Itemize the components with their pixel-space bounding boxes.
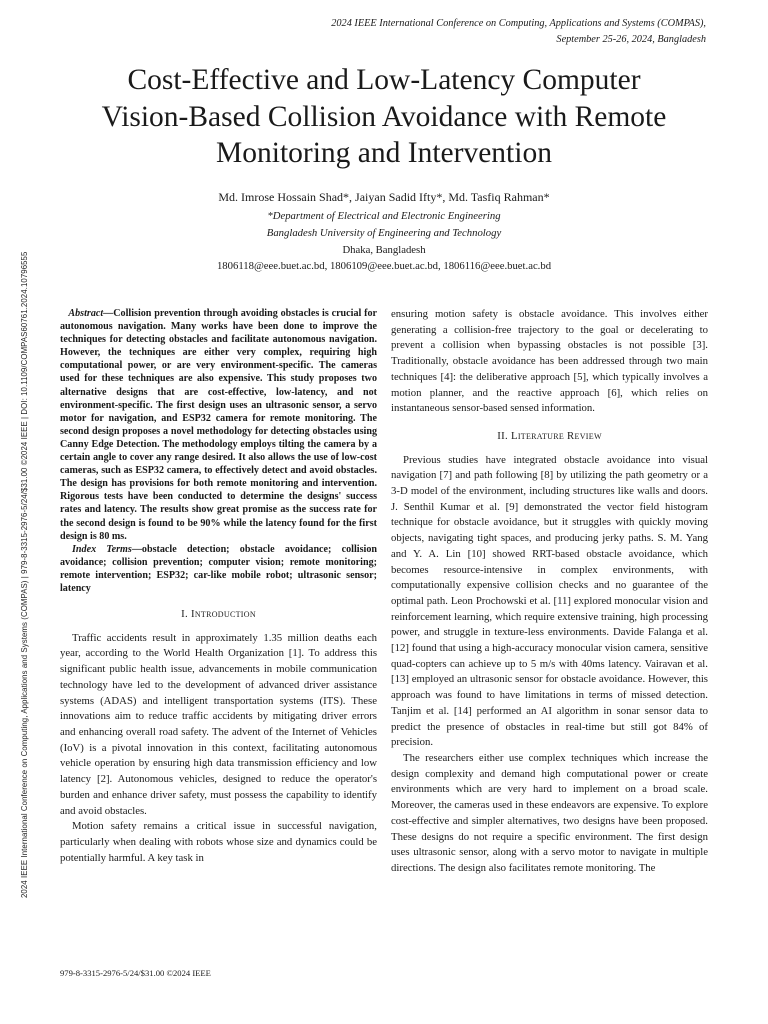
right-column — [391, 307, 708, 877]
conference-header — [186, 16, 706, 47]
title-line-2: Vision-Based Collision Avoidance with Remote — [101, 100, 667, 133]
section-number: I. — [181, 608, 188, 621]
affiliation-emails: 1806118@eee.buet.ac.bd, 1806109@eee.buet.ac.bd, 1806116@eee.buet.ac.bd — [216, 260, 552, 273]
section-title: Introduction — [190, 608, 256, 621]
section-title: Literature Review — [510, 429, 602, 442]
title-line-3: Monitoring and Intervention — [216, 137, 552, 169]
conference-line-1: 2024 IEEE International Conference on Computing, Applications and Systems (COMPAS), — [331, 18, 706, 29]
literature-paragraph-2: The researchers either use complex techniques which increase the design complexity and demand high computational power or create environments which are very hard to implement on a broad scale. Moreover, the cameras used in these endeavors are expensive. To explore cost-effective and simpler alternatives, two designs have been proposed. These designs do not require a specific environment. The first design uses ultrasonic sensor, along with a servo motor to navigate in multiple directions. The design also facilitates remote monitoring. The — [391, 751, 708, 874]
intro-paragraph-2-continued: ensuring motion safety is obstacle avoidance. This involves either generating a collision-free trajectory to the goal or decelerating to prevent a collision when bypassing obstacles is not possible [3]. Traditionally, obstacle avoidance has been addressed through two main techniques [4]: the deliberative approach [5], which typically involves a motion planner, and the reactive approach [6], which relies on instantaneous sensor-based sensed information. — [391, 308, 708, 415]
left-column — [60, 307, 377, 866]
copyright-footer: 979-8-3315-2976-5/24/$31.00 ©2024 IEEE — [60, 968, 211, 978]
abstract — [60, 307, 377, 543]
index-terms — [60, 543, 377, 595]
conference-line-2: September 25-26, 2024, Bangladesh — [556, 33, 706, 45]
literature-paragraph-1: Previous studies have integrated obstacle avoidance into visual navigation [7] and path following [8] by utilizing the path geometry or a 3-D model of the environment, including structures like walls and doors. J. Senthil Kumar et al. [9] demonstrated the vector field histogram technique for obstacle avoidance, but it struggles with quickly moving objects, navigating tight spaces, and producing jerky paths. S. M. Yang and Y. A. Lin [10] showed RRT-based obstacle avoidance, which becomes resource-intensive in complex environments, with computationally expensive collision checks and no guarantee of the optimal path. Leon Prochowski et al. [11] explored monocular vision and reinforcement learning, which require extensive training, high processing power, and struggle in texture-less environments. Davide Falanga et al. [12] found that using a high-accuracy monocular vision camera, sensitive quad-copters can achieve up to 5 m/s with 40ms latency. Vairavan et al. [13] employed an ultrasonic sensor for obstacle avoidance. However, this approach was found to have limitations in terms of missed detection. Tanjim et al. [14] performed an AI algorithm in sonar sensor data to predict the presence of obstacles in real-time but still got 84% of precision. — [391, 453, 708, 749]
index-terms-text: —obstacle detection; obstacle avoidance; collision avoidance; collision prevention; computer vision; remote monitoring; remote intervention; ESP32; car-like mobile robot; ultrasonic sensor; latency — [60, 543, 377, 594]
paper-title — [60, 62, 708, 172]
index-terms-label: Index Terms — [72, 543, 132, 555]
abstract-text: —Collision prevention through avoiding obstacles is crucial for autonomous navigation. Many works have been done to improve the techniques for detecting obstacles and facilitate autonomous navigation. However, the techniques are either very complex, requiring high computational power, or are very environment-specific. The cameras used for these techniques are also expensive. This study proposes two alternative designs that are cost-effective, low-latency, and not environment-specific. The first design uses an ultrasonic sensor, a servo motor for navigation, and ESP32 camera for remote monitoring. The second design proposes a novel methodology for detecting obstacles using Canny Edge Detection. The methodology employs tilting the camera by a certain angle to cover any range desired. It also allows the use of low-cost cameras, such as ESP32 camera, to effectively detect and avoid obstacles. The design has provisions for both remote monitoring and intervention. Rigorous tests have been conducted to determine the designs' success rates and latency. The results show great promise as the success rate for the second design is found to be 90% while the latency found for the first design is 80 ms. — [60, 308, 377, 542]
section-heading-literature-review — [391, 429, 708, 445]
author-list: Md. Imrose Hossain Shad*, Jaiyan Sadid Ifty*, Md. Tasfiq Rahman* — [218, 190, 550, 204]
section-number: II. — [497, 429, 508, 442]
intro-paragraph-2: Motion safety remains a critical issue in successful navigation, particularly when dealing with robots whose size and dynamics could be potentially harmful. A key task in — [60, 820, 377, 864]
affiliation-city: Dhaka, Bangladesh — [342, 243, 426, 256]
affiliation-block — [60, 208, 708, 275]
title-line-1: Cost-Effective and Low-Latency Computer — [127, 64, 641, 96]
affiliation-university: Bangladesh University of Engineering and Technology — [266, 226, 502, 239]
intro-paragraph-1: Traffic accidents result in approximately 1.35 million deaths each year, according to the World Health Organization [1]. To address this significant public health issue, advancements in mobile communication technology have led to the development of advanced driver assistance systems (ADAS) and intelligent transportation systems (ITS). These innovations aim to reduce traffic accidents by mitigating driver errors and enhancing overall road safety. The advent of the Internet of Vehicles (IoV) is a pivotal innovation in this context, facilitating autonomous vehicle operation by ensuring high data transmission efficiency and low latency [2]. Autonomous vehicles, designed to reduce the operator's burden and enhance driver safety, must possess the capability to identify and avoid obstacles. — [60, 631, 377, 817]
abstract-label: Abstract — [68, 308, 104, 319]
side-citation-note: 2024 IEEE International Conference on Computing, Applications and Systems (COMPAS) | 979-8-3315-2976-5/24/$31.00 ©2024 IEEE | DOI: 10.1109/COMPAS60761.2024.10796555 — [20, 251, 29, 898]
section-heading-introduction — [60, 607, 377, 623]
affiliation-department: *Department of Electrical and Electronic Engineering — [267, 210, 501, 222]
